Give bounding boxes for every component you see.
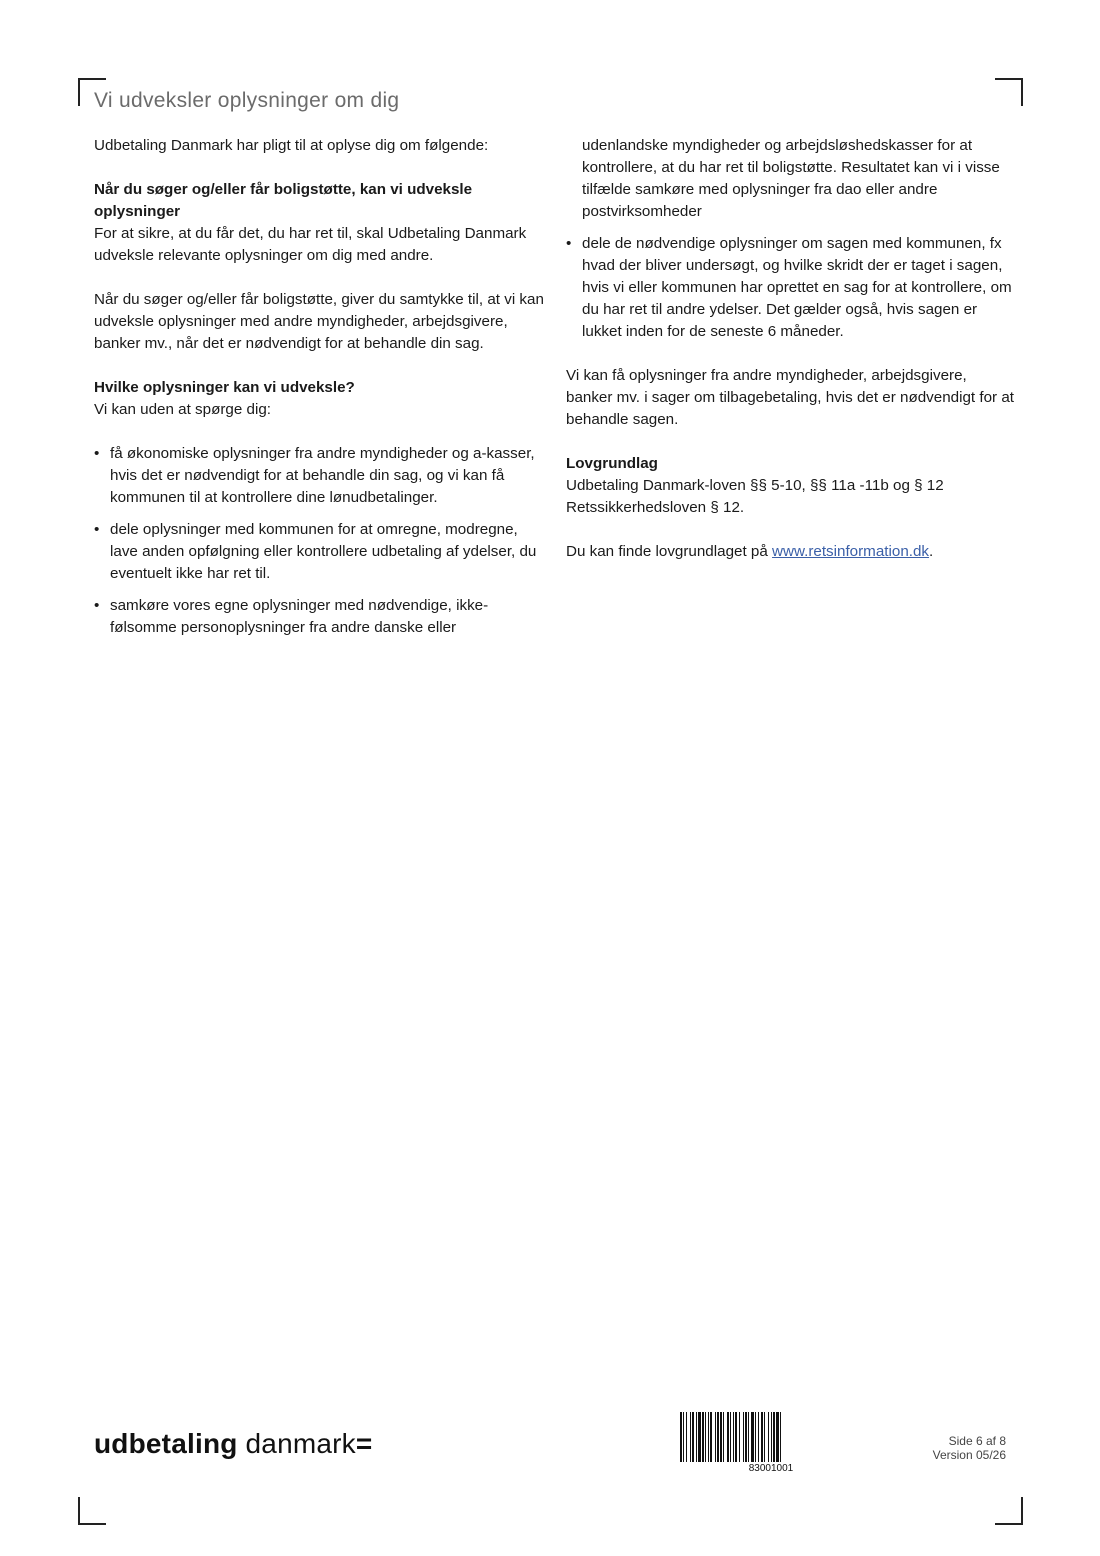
barcode-bar — [692, 1412, 694, 1462]
page-number: Side 6 af 8 — [948, 1434, 1006, 1448]
barcode-bar — [696, 1412, 697, 1462]
retsinformation-link[interactable]: www.retsinformation.dk — [772, 543, 930, 560]
barcode-bar — [771, 1412, 772, 1462]
barcode-bar — [780, 1412, 781, 1462]
logo-mark: = — [355, 1428, 373, 1459]
barcode-bar — [739, 1412, 740, 1462]
barcode-number: 83001001 — [748, 1463, 794, 1474]
list-item: • dele de nødvendige oplysninger om sagen med kommunen, fx hvad der bliver undersøgt, og hvilke skridt der er taget i sagen, hvis vi eller kommunen har oprettet en sag for at kontrollere, om du har ret til andre ydelser. Det gælder også, hvis sagen er lukket inden for de seneste 6 måneder. — [566, 233, 1016, 343]
barcode-bar — [761, 1412, 763, 1462]
udbetaling-danmark-logo — [94, 1428, 372, 1460]
barcode-bar — [708, 1412, 709, 1462]
law-source-prefix: Du kan finde lovgrundlaget på — [566, 543, 773, 560]
intro-text: Udbetaling Danmark har pligt til at oplyse dig om følgende: — [94, 137, 489, 154]
barcode-bar — [702, 1412, 704, 1462]
barcode-bar — [776, 1412, 779, 1462]
consent-paragraph: Når du søger og/eller får boligstøtte, giver du samtykke til, at vi kan udveksle oplysninger med andre myndigheder, arbejdsgivere, banker mv., når det er nødvendigt for at behandle din sag. — [94, 291, 544, 352]
barcode-bar — [683, 1412, 684, 1462]
barcode-bar — [748, 1412, 749, 1462]
barcode-bar — [764, 1412, 765, 1462]
barcode-bar — [698, 1412, 701, 1462]
list-item: • samkøre vores egne oplysninger med nødvendige, ikke-følsomme personoplysninger fra andre danske eller — [94, 595, 544, 639]
barcode-bar — [705, 1412, 706, 1462]
law-reference: Udbetaling Danmark-loven §§ 5-10, §§ 11a -11b og § 12 — [566, 477, 944, 494]
barcode-bar — [733, 1412, 734, 1462]
barcode-bar — [745, 1412, 747, 1462]
section-heading-what-info: Hvilke oplysninger kan vi udveksle? — [94, 379, 355, 396]
barcode-bar — [715, 1412, 716, 1462]
logo-word-bold: udbetaling — [94, 1428, 238, 1459]
section-heading-exchange: Når du søger og/eller får boligstøtte, kan vi udveksle oplysninger — [94, 181, 473, 220]
barcode-bar — [717, 1412, 719, 1462]
law-heading: Lovgrundlag — [566, 455, 658, 472]
barcode-bar — [743, 1412, 744, 1462]
law-source-text — [566, 541, 1016, 563]
section-intro: Vi kan uden at spørge dig: — [94, 401, 272, 418]
page-title: Vi udveksler oplysninger om dig — [94, 89, 400, 112]
crop-mark-bottom-right — [995, 1497, 1023, 1525]
barcode-bar — [755, 1412, 756, 1462]
page-meta — [900, 1434, 1006, 1462]
barcode-bar — [735, 1412, 737, 1462]
barcode — [680, 1412, 862, 1474]
section-paragraph: For at sikre, at du får det, du har ret til, skal Udbetaling Danmark udveksle relevante oplysninger om dig med andre. — [94, 225, 527, 264]
bullet-list — [94, 443, 544, 639]
list-item-continuation: udenlandske myndigheder og arbejdsløshedskasser for at kontrollere, at du har ret til boligstøtte. Resultatet kan vi i visse tilfælde samkøre med oplysninger fra dao eller andre postvirksomheder — [582, 137, 1000, 220]
right-column — [566, 135, 1016, 563]
barcode-bar — [730, 1412, 731, 1462]
list-item: • dele oplysninger med kommunen for at omregne, modregne, lave anden opfølgning eller kontrollere udbetaling af ydelser, du eventuelt ikke har ret til. — [94, 519, 544, 585]
barcode-bar — [680, 1412, 682, 1462]
barcode-bar — [758, 1412, 759, 1462]
crop-mark-bottom-left — [78, 1497, 106, 1525]
barcode-bar — [773, 1412, 775, 1462]
law-source-suffix: . — [929, 543, 934, 560]
list-item: • få økonomiske oplysninger fra andre myndigheder og a-kasser, hvis det er nødvendigt for at behandle din sag, og vi kan få kommunen til at kontrollere dine lønudbetalinger. — [94, 443, 544, 509]
logo-word-light: danmark — [237, 1428, 356, 1459]
barcode-bar — [690, 1412, 691, 1462]
barcode-bar — [751, 1412, 754, 1462]
barcode-bar — [710, 1412, 712, 1462]
barcode-bars — [680, 1412, 862, 1462]
version-label: Version 05/26 — [932, 1448, 1006, 1462]
crop-mark-top-right — [995, 78, 1023, 106]
barcode-bar — [723, 1412, 724, 1462]
other-info-paragraph: Vi kan få oplysninger fra andre myndigheder, arbejdsgivere, banker mv. i sager om tilbagebetaling, hvis det er nødvendigt for at behandle sagen. — [566, 367, 1014, 428]
barcode-bar — [727, 1412, 729, 1462]
barcode-bar — [686, 1412, 687, 1462]
barcode-bar — [768, 1412, 769, 1462]
barcode-bar — [720, 1412, 722, 1462]
left-column — [94, 135, 544, 649]
law-reference: Retssikkerhedsloven § 12. — [566, 499, 745, 516]
bullet-list — [566, 233, 1016, 343]
